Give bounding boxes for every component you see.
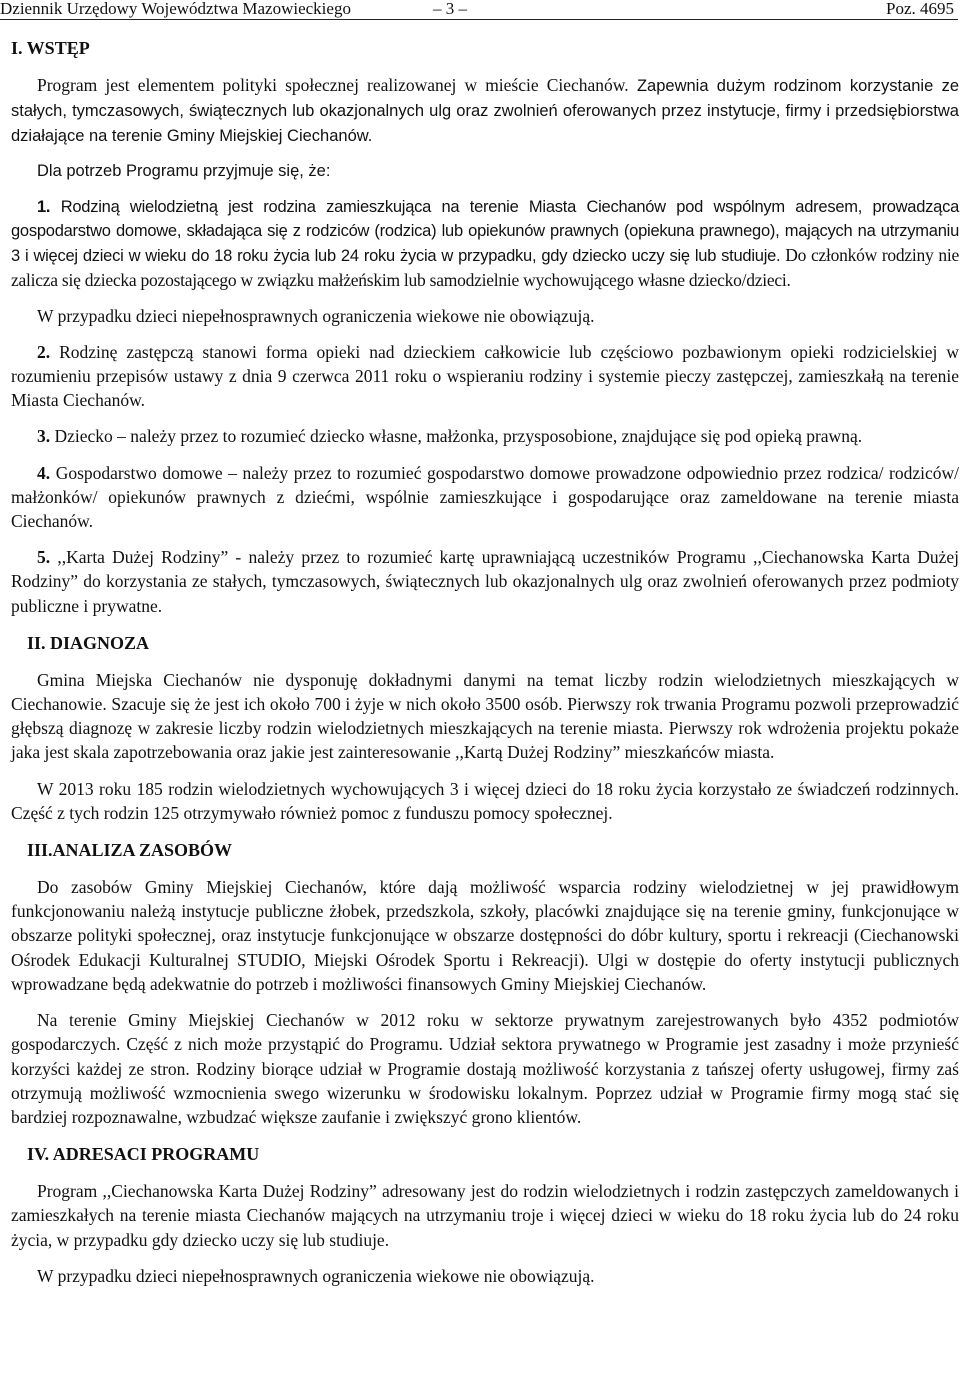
- section-title-diagnoza: II. DIAGNOZA: [27, 632, 150, 653]
- intro-sans-text: Zapewnia dużym rodzinom korzystanie ze stałych, tymczasowych, świątecznych lub okazjonalnych ulg oraz zwolnień oferowanych przez instytucje, firmy i przedsiębiorstwa działające na terenie Gminy Miejskiej Ciechanów.: [11, 77, 959, 146]
- section-title-wstep: I. WSTĘP: [11, 38, 90, 58]
- definition-5-text: ,,Karta Dużej Rodziny” - należy przez to rozumieć kartę uprawniającą uczestników Programu ,,Ciechanowska Karta Dużej Rodziny” do korzystania ze stałych, tymczasowych, świątecznych lub okazjonalnych ulg oraz zwolnień oferowanych przez podmioty publiczne i prywatne.: [11, 547, 959, 616]
- definition-2-number: 2.: [37, 341, 51, 362]
- definition-3: [11, 424, 959, 448]
- section-title-analiza: III.ANALIZA ZASOBÓW: [27, 840, 233, 861]
- journal-title: Dziennik Urzędowy Województwa Mazowieckiego: [0, 0, 351, 18]
- definition-1: [11, 195, 959, 294]
- definition-2-text: Rodzinę zastępczą stanowi forma opieki nad dzieckiem całkowicie lub częściowo pozbawionym opieki rodzicielskiej w rozumieniu przepisów ustawy z dnia 9 czerwca 2011 roku o wspieraniu rodziny i systemie pieczy zastępczej, zamieszkałą na terenie Miasta Ciechanów.: [11, 341, 959, 411]
- definition-4-number: 4.: [37, 462, 51, 483]
- section-title-adresaci: IV. ADRESACI PROGRAMU: [27, 1144, 260, 1165]
- definition-3-text: Dziecko – należy przez to rozumieć dziecko własne, małżonka, przysposobione, znajdujące się pod opieką prawną.: [50, 426, 863, 447]
- definition-1-note: W przypadku dzieci niepełnosprawnych ograniczenia wiekowe nie obowiązują.: [37, 305, 595, 326]
- adresaci-paragraph-2: W przypadku dzieci niepełnosprawnych ograniczenia wiekowe nie obowiązują.: [37, 1265, 595, 1286]
- intro-serif-text: Program jest elementem polityki społecznej realizowanej w mieście Ciechanów.: [37, 75, 629, 95]
- adresaci-paragraph-1: Program ,,Ciechanowska Karta Dużej Rodziny” adresowany jest do rodzin wielodzietnych i rodzin zastępczych zameldowanych i zamieszkałych na terenie miasta Ciechanów mających na utrzymaniu troje i więcej dzieci w wieku do 18 roku życia lub do 24 roku życia, w przypadku gdy dziecko uczy się lub studiuje.: [11, 1181, 959, 1250]
- definition-2: [11, 340, 959, 413]
- definition-1-text: Rodziną wielodzietną jest rodzina zamieszkująca na terenie Miasta Ciechanów pod wspólnym adresem, prowadząca gospodarstwo domowe, składająca się z rodziców (rodzica) lub opiekunów prawnych (opiekuna prawnego), mających na utrzymaniu 3 i więcej dzieci w wieku do 18 roku życia lub 24 roku życia w przypadku, gdy dziecko uczy się lub studiuje.: [11, 197, 959, 266]
- intro-paragraph: [11, 73, 959, 149]
- definition-4-text: Gospodarstwo domowe – należy przez to rozumieć gospodarstwo domowe prowadzone odpowiednio przez rodzica/ rodziców/ małżonków/ opiekunów prawnych z dziećmi, wspólnie zamieszkujące i gospodarujące oraz zameldowane na terenie miasta Ciechanów.: [11, 462, 959, 532]
- definition-5-number: 5.: [37, 547, 51, 568]
- definitions-lead: Dla potrzeb Programu przyjmuje się, że:: [37, 161, 331, 180]
- page-header: [0, 0, 958, 20]
- diagnoza-paragraph-1: Gmina Miejska Ciechanów nie dysponuję dokładnymi danymi na temat liczby rodzin wielodzietnych mieszkających w Ciechanowie. Szacuje się że jest ich około 700 i żyje w nich około 3500 osób. Pierwszy rok trwania Programu pozwoli przeprowadzić głębszą diagnozę w zakresie liczby rodzin wielodzietnych mieszkających na terenie miasta. Pierwszy rok wdrożenia projektu pokaże jaka jest skala zapotrzebowania oraz jakie jest zainteresowanie ,,Kartą Dużej Rodziny” mieszkańców miasta.: [11, 669, 959, 763]
- definition-3-number: 3.: [37, 426, 51, 447]
- analiza-paragraph-2: Na terenie Gminy Miejskiej Ciechanów w 2012 roku w sektorze prywatnym zarejestrowanych było 4352 podmiotów gospodarczych. Część z nich może przystąpić do Programu. Udział sektora prywatnego w Programie jest zasadny i może przynieść korzyści każdej ze stron. Rodziny biorące udział w Programie dostają możliwość korzystania z tańszej oferty usługowej, firmy zaś otrzymują możliwość wzmocnienia swego wizerunku w środowisku lokalnym. Poprzez udział w Programie firmy mogą stać się bardziej rozpoznawalne, wzbudzać większe zaufanie i zwiększyć grono klientów.: [11, 1010, 959, 1127]
- diagnoza-paragraph-2: W 2013 roku 185 rodzin wielodzietnych wychowujących 3 i więcej dzieci do 18 roku życia korzystało ze świadczeń rodzinnych. Część z tych rodzin 125 otrzymywało również pomoc z funduszu pomocy społecznej.: [11, 778, 959, 823]
- definition-5: [11, 545, 959, 618]
- definition-1-number: 1.: [37, 197, 51, 216]
- page-number: – 3 –: [433, 0, 467, 18]
- document-body: [11, 37, 959, 1288]
- analiza-paragraph-1: Do zasobów Gminy Miejskiej Ciechanów, które dają możliwość wsparcia rodziny wielodzietnej w jej prawidłowym funkcjonowaniu należą instytucje publiczne żłobek, przedszkola, szkoły, placówki znajdujące się na terenie gminy, funkcjonujące w obszarze polityki społecznej, oraz instytucje funkcjonujące w obszarze dostępności do dóbr kultury, sportu i rekreacji (Ciechanowski Ośrodek Edukacji Kulturalnej STUDIO, Miejski Ośrodek Sportu i Rekreacji). Ulgi w dostępie do oferty instytucji publicznych wprowadzane będą adekwatnie do potrzeb i możliwości finansowych Gminy Miejskiej Ciechanów.: [11, 877, 959, 994]
- definition-1-text-serif: Do członków rodziny nie zalicza się dziecka pozostającego w związku małżeńskim lub samodzielnie wychowującego własne dziecko/dzieci.: [11, 245, 960, 291]
- definition-4: [11, 461, 959, 534]
- position-number: Poz. 4695: [886, 0, 954, 18]
